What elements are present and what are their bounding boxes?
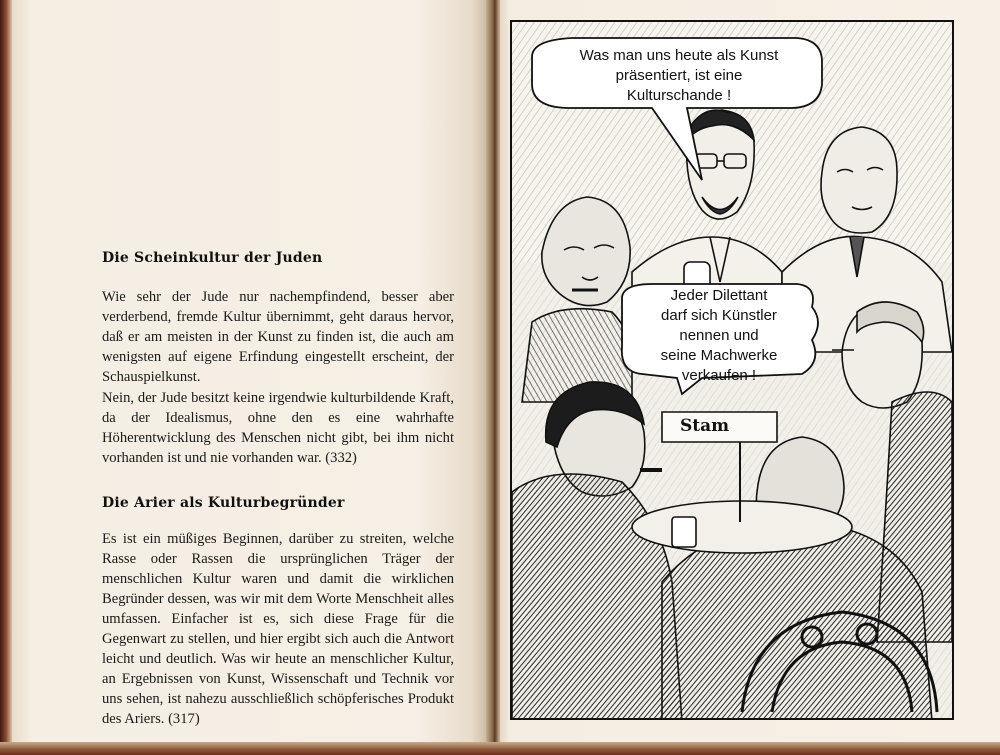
- bubble-line: Was man uns heute als Kunst: [579, 47, 779, 64]
- bubble-line: darf sich Künstler: [661, 307, 777, 324]
- section-heading: Die Arier als Kulturbegründer: [102, 495, 345, 511]
- paragraph: Es ist ein müßiges Beginnen, darüber zu streiten, welche Rasse oder Rassen die ursprünglichen Träger der menschlichen Kultur waren und damit die wirklichen Begründer dessen, was wir mit dem Worte Menschheit alles umfassen. Einfacher ist es, sich diese Frage für die Gegenwart zu stellen, und hier ergibt sich auch die Antwort leicht und deutlich. Was wir heute an menschlicher Kultur, an Ergebnissen von Kunst, Wissenschaft und Technik vor uns sehen, ist nahezu ausschließlich schöpferisches Produkt des Ariers. (317): [102, 531, 454, 727]
- speech-bubble-1-text: [534, 46, 824, 106]
- paragraph: Wie sehr der Jude nur nachempfindend, besser aber verderbend, fremde Kultur übernimmt, geht daraus hervor, daß er am meisten in der Kunst zu finden ist, die auch am wenigsten auf eigene Erfindung eingestellt erscheint, der Schauspielkunst.: [102, 289, 454, 385]
- bubble-line: Jeder Dilettant: [670, 287, 768, 304]
- bubble-line: verkaufen !: [681, 367, 757, 384]
- cartoon-illustration: [510, 20, 954, 720]
- bubble-line: seine Machwerke: [660, 347, 778, 364]
- bubble-line: nennen und: [679, 327, 759, 344]
- bubble-line: Kulturschande !: [626, 87, 732, 104]
- table-sign: Stam: [680, 416, 730, 436]
- bubble-line: präsentiert, ist eine: [615, 67, 743, 84]
- speech-bubble-2-text: [624, 286, 814, 386]
- section-heading: Die Scheinkultur der Juden: [102, 250, 323, 266]
- paragraph: Nein, der Jude besitzt keine irgendwie kulturbildende Kraft, da der Idealismus, ohne den es eine wahrhafte Höherentwicklung des Menschen nicht gibt, bei ihm nicht vorhanden ist und nie vorhanden war. (332): [102, 390, 454, 466]
- book-edge: [0, 742, 1000, 755]
